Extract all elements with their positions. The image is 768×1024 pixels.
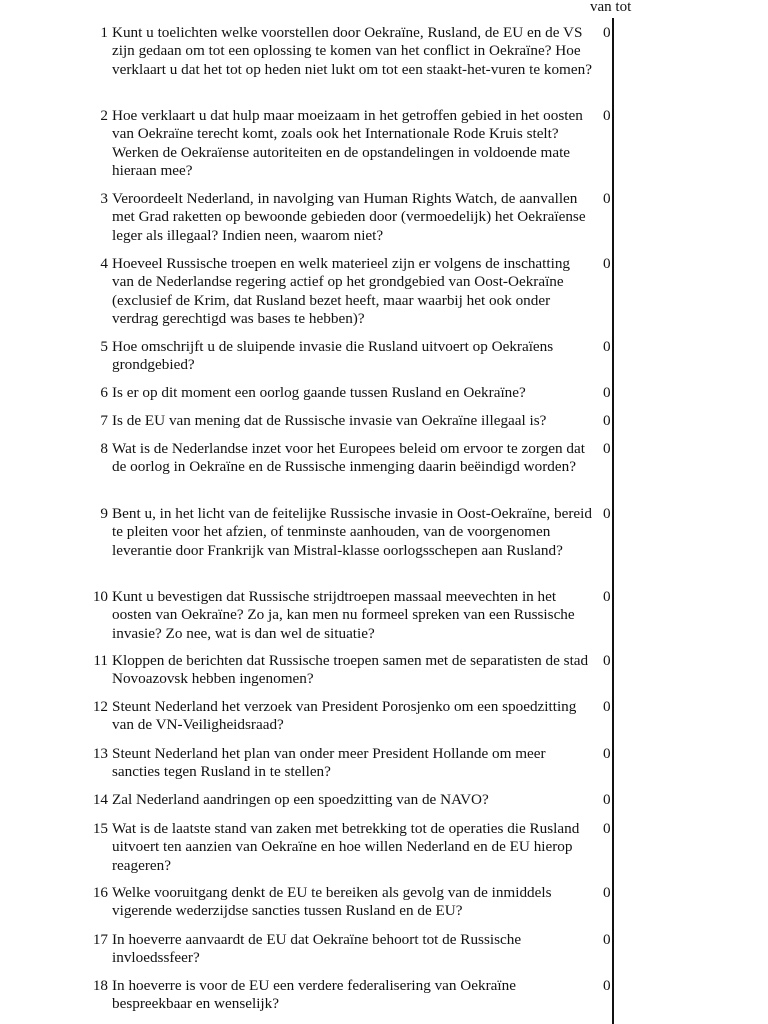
question-number: 13	[92, 745, 108, 762]
question-text: In hoeverre aanvaardt de EU dat Oekraïne behoort tot de Russische invloedssfeer?	[112, 931, 522, 967]
question-value: 0	[603, 791, 611, 808]
question-text: Bent u, in het licht van de feitelijke Russische invasie in Oost-Oekraïne, bereid te pleiten voor het afzien, of tenminste aanhouden, van de voorgenomen leverantie door Frankrijk van Mistral-klasse oorlogsschepen aan Rusland?	[112, 505, 592, 559]
question-text: Wat is de Nederlandse inzet voor het Europees beleid om ervoor te zorgen dat de oorlog in Oekraïne en de Russische inmenging daarin beëindigd worden?	[112, 440, 585, 476]
question-value: 0	[603, 338, 611, 355]
question-number: 18	[92, 977, 108, 994]
question-number: 9	[100, 505, 108, 522]
question-text: Kunt u bevestigen dat Russische strijdtroepen massaal meevechten in het oosten van Oekraïne? Zo ja, kan men nu formeel spreken van een Russische invasie? Zo nee, wat is dan wel de situatie?	[112, 588, 575, 642]
question-number: 17	[92, 931, 108, 948]
question-value: 0	[603, 652, 611, 669]
question-value: 0	[603, 384, 611, 401]
question-number: 10	[92, 588, 108, 605]
question-number: 14	[92, 791, 108, 808]
question-text: In hoeverre is voor de EU een verdere federalisering van Oekraïne bespreekbaar en wenselijk?	[112, 977, 516, 1013]
question-value: 0	[603, 745, 611, 762]
question-value: 0	[603, 698, 611, 715]
question-number: 4	[100, 255, 108, 272]
question-text: Welke vooruitgang denkt de EU te bereiken als gevolg van de inmiddels vigerende wederzijdse sancties tussen Rusland en de EU?	[112, 884, 552, 920]
question-value: 0	[603, 24, 611, 41]
question-value: 0	[603, 505, 611, 522]
question-text: Wat is de laatste stand van zaken met betrekking tot de operaties die Rusland uitvoert ten aanzien van Oekraïne en hoe willen Nederland en de EU hierop reageren?	[112, 820, 580, 874]
question-text: Kunt u toelichten welke voorstellen door Oekraïne, Rusland, de EU en de VS zijn gedaan om tot een oplossing te komen van het conflict in Oekraïne? Hoe verklaart u dat het tot op heden niet lukt om tot een staakt-het-vuren te komen?	[112, 24, 592, 78]
question-number: 6	[100, 384, 108, 401]
question-number: 15	[92, 820, 108, 837]
question-value: 0	[603, 588, 611, 605]
question-text: Steunt Nederland het plan van onder meer President Hollande om meer sancties tegen Rusland in te stellen?	[112, 745, 546, 781]
question-number: 5	[100, 338, 108, 355]
question-value: 0	[603, 931, 611, 948]
column-header-van-tot: van tot	[590, 0, 632, 15]
question-number: 16	[92, 884, 108, 901]
question-number: 2	[100, 107, 108, 124]
question-text: Hoeveel Russische troepen en welk materieel zijn er volgens de inschatting van de Nederlandse regering actief op het grondgebied van Oost-Oekraïne (exclusief de Krim, dat Rusland bezet heeft, maar waarbij het ook onder verdrag gerechtigd was bases te hebben)?	[112, 255, 571, 327]
question-number: 3	[100, 190, 108, 207]
question-number: 1	[100, 24, 108, 41]
question-number: 8	[100, 440, 108, 457]
question-value: 0	[603, 440, 611, 457]
question-value: 0	[603, 977, 611, 994]
question-value: 0	[603, 107, 611, 124]
question-text: Steunt Nederland het verzoek van President Porosjenko om een spoedzitting van de VN-Veiligheidsraad?	[112, 698, 577, 734]
question-text: Hoe omschrijft u de sluipende invasie die Rusland uitvoert op Oekraïens grondgebied?	[112, 338, 554, 374]
question-value: 0	[603, 190, 611, 207]
question-value: 0	[603, 412, 611, 429]
question-value: 0	[603, 255, 611, 272]
question-text: Is er op dit moment een oorlog gaande tussen Rusland en Oekraïne?	[112, 384, 526, 401]
question-value: 0	[603, 820, 611, 837]
column-divider	[612, 18, 614, 1024]
question-number: 11	[93, 652, 108, 669]
question-text: Hoe verklaart u dat hulp maar moeizaam in het getroffen gebied in het oosten van Oekraïne terecht komt, zoals ook het Internationale Rode Kruis stelt? Werken de Oekraïense autoriteiten en de opstandelingen in voldoende mate hieraan mee?	[112, 107, 583, 179]
question-number: 12	[92, 698, 108, 715]
question-text: Kloppen de berichten dat Russische troepen samen met de separatisten de stad Novoazovsk hebben ingenomen?	[112, 652, 589, 688]
question-number: 7	[100, 412, 108, 429]
question-value: 0	[603, 884, 611, 901]
question-text: Is de EU van mening dat de Russische invasie van Oekraïne illegaal is?	[112, 412, 547, 429]
question-text: Veroordeelt Nederland, in navolging van Human Rights Watch, de aanvallen met Grad raketten op bewoonde gebieden door (vermoedelijk) het Oekraïense leger als illegaal? Indien neen, waarom niet?	[112, 190, 586, 244]
question-text: Zal Nederland aandringen op een spoedzitting van de NAVO?	[112, 791, 489, 808]
